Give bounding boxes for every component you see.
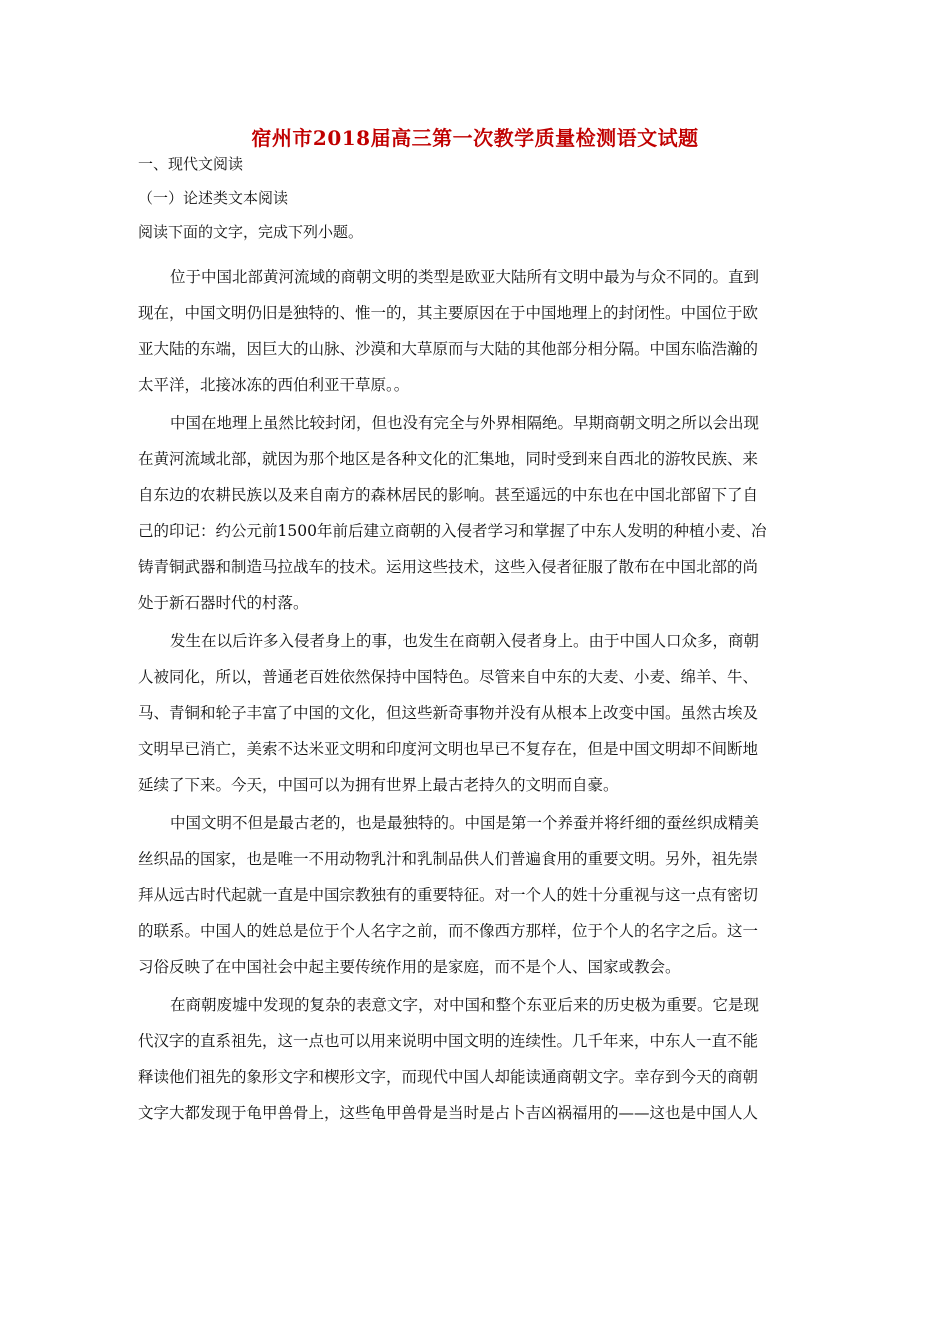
paragraph-line: 在黄河流域北部，就因为那个地区是各种文化的汇集地，同时受到来自西北的游牧民族、来	[138, 450, 759, 468]
paragraph-4	[138, 805, 810, 985]
paragraph-line: 己的印记：约公元前1500年前后建立商朝的入侵者学习和掌握了中东人发明的种植小麦、冶	[138, 522, 767, 540]
paragraph-line: 太平洋，北接冰冻的西伯利亚干草原。。	[138, 376, 410, 394]
paragraph-line: 发生在以后许多入侵者身上的事，也发生在商朝入侵者身上。由于中国人口众多，商朝	[170, 632, 760, 650]
paragraph-line: 文明早已消亡，美索不达米亚文明和印度河文明也早已不复存在，但是中国文明却不间断地	[138, 740, 759, 758]
paragraph-line: 拜从远古时代起就一直是中国宗教独有的重要特征。对一个人的姓十分重视与这一点有密切	[138, 886, 759, 904]
paragraph-line: 释读他们祖先的象形文字和楔形文字，而现代中国人却能读通商朝文字。幸存到今天的商朝	[138, 1068, 759, 1086]
passage-body	[138, 259, 810, 1133]
paragraph-line: 位于中国北部黄河流域的商朝文明的类型是欧亚大陆所有文明中最为与众不同的。直到	[170, 268, 760, 286]
paragraph-line: 代汉字的直系祖先，这一点也可以用来说明中国文明的连续性。几千年来，中东人一直不能	[138, 1032, 759, 1050]
paragraph-line: 习俗反映了在中国社会中起主要传统作用的是家庭，而不是个人、国家或教会。	[138, 958, 681, 976]
paragraph-line: 中国在地理上虽然比较封闭，但也没有完全与外界相隔绝。早期商朝文明之所以会出现	[170, 414, 760, 432]
paragraph-3	[138, 623, 810, 803]
reading-instruction: 阅读下面的文字，完成下列小题。	[138, 223, 364, 241]
paragraph-5	[138, 987, 810, 1131]
paragraph-line: 丝织品的国家，也是唯一不用动物乳汁和乳制品供人们普遍食用的重要文明。另外，祖先崇	[138, 850, 759, 868]
paragraph-line: 马、青铜和轮子丰富了中国的文化，但这些新奇事物并没有从根本上改变中国。虽然古埃及	[138, 704, 759, 722]
paragraph-line: 的联系。中国人的姓总是位于个人名字之前，而不像西方那样，位于个人的名字之后。这一	[138, 922, 759, 940]
paragraph-line: 文字大都发现于龟甲兽骨上，这些龟甲兽骨是当时是占卜吉凶祸福用的——这也是中国人人	[138, 1104, 759, 1122]
paragraph-line: 自东边的农耕民族以及来自南方的森林居民的影响。甚至遥远的中东也在中国北部留下了自	[138, 486, 759, 504]
paragraph-line: 处于新石器时代的村落。	[138, 594, 309, 612]
paragraph-2	[138, 405, 810, 621]
paragraph-line: 人被同化，所以，普通老百姓依然保持中国特色。尽管来自中东的大麦、小麦、绵羊、牛、	[138, 668, 759, 686]
paragraph-1	[138, 259, 810, 403]
document-title: 宿州市2018届高三第一次教学质量检测语文试题	[251, 126, 699, 150]
paragraph-line: 在商朝废墟中发现的复杂的表意文字，对中国和整个东亚后来的历史极为重要。它是现	[170, 996, 760, 1014]
subsection-heading: （一）论述类文本阅读	[138, 189, 289, 207]
section-heading: 一、现代文阅读	[138, 155, 244, 173]
paragraph-line: 亚大陆的东端，因巨大的山脉、沙漠和大草原而与大陆的其他部分相分隔。中国东临浩瀚的	[138, 340, 759, 358]
paragraph-line: 中国文明不但是最古老的，也是最独特的。中国是第一个养蚕并将纤细的蚕丝织成精美	[170, 814, 760, 832]
paragraph-line: 延续了下来。今天，中国可以为拥有世界上最古老持久的文明而自豪。	[138, 776, 619, 794]
paragraph-line: 现在，中国文明仍旧是独特的、惟一的，其主要原因在于中国地理上的封闭性。中国位于欧	[138, 304, 759, 322]
paragraph-line: 铸青铜武器和制造马拉战车的技术。运用这些技术，这些入侵者征服了散布在中国北部的尚	[138, 558, 759, 576]
